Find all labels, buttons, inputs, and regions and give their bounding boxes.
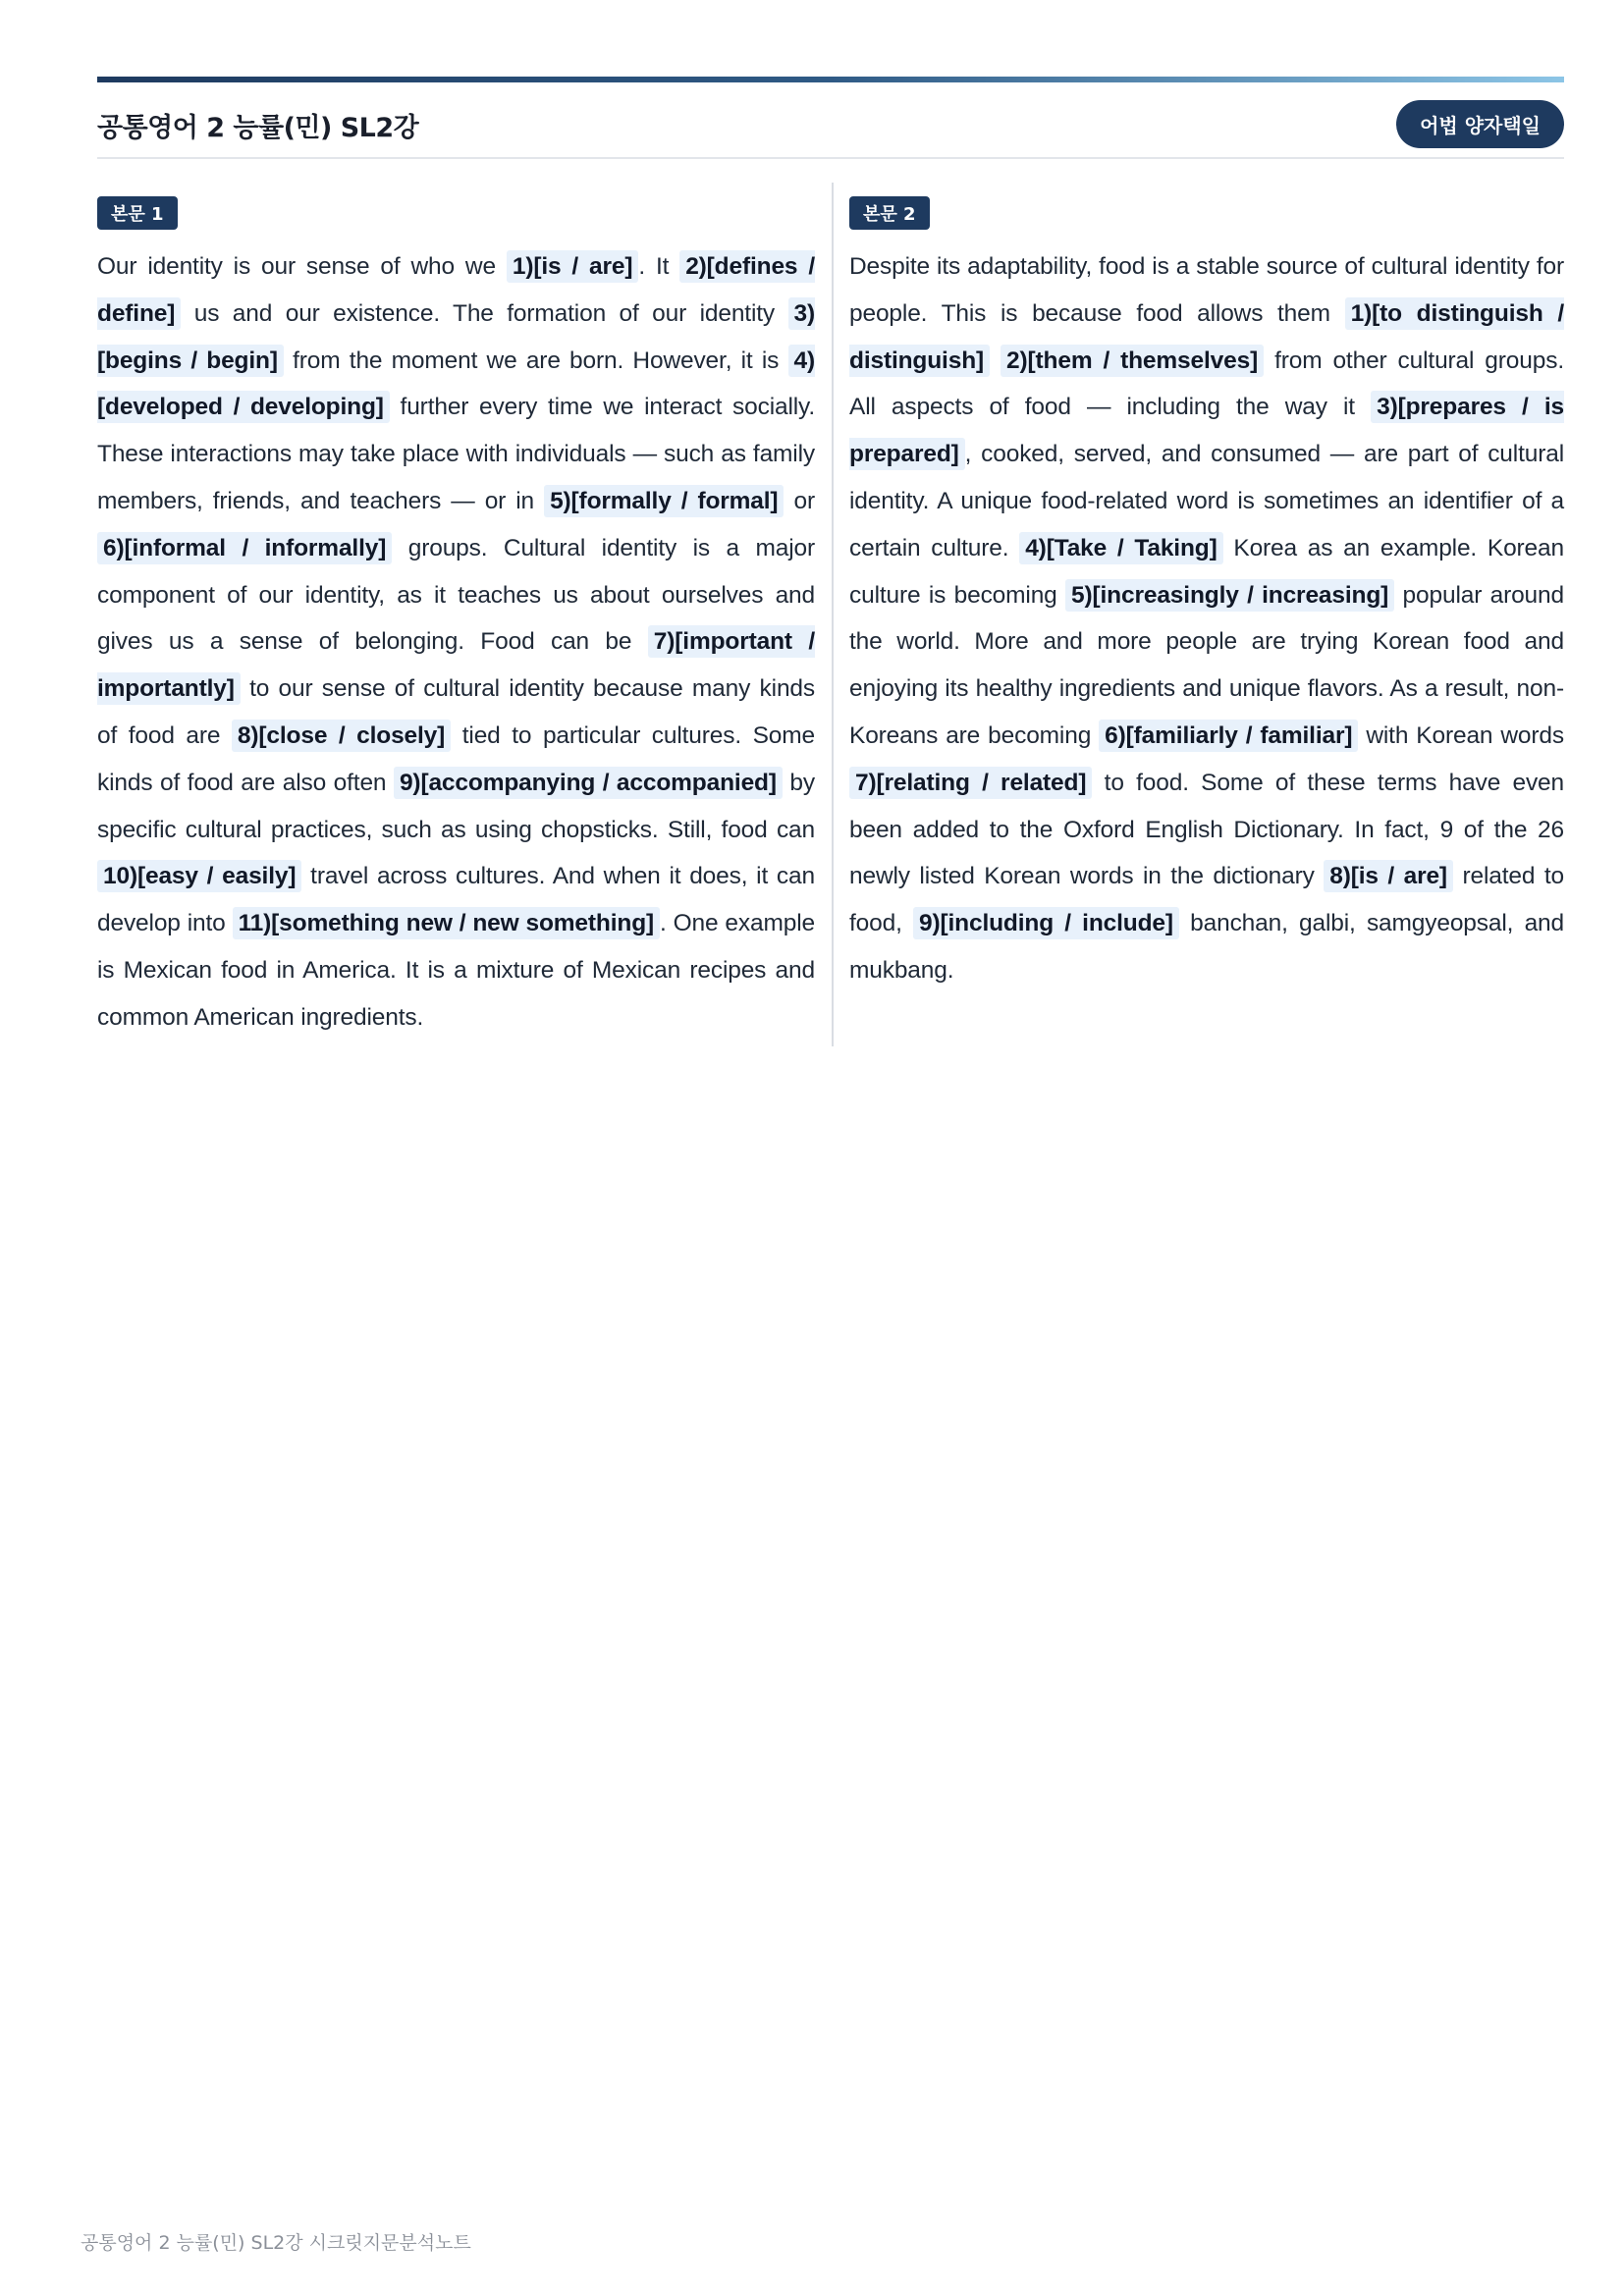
grammar-choice-blank: 2)[them / themselves] bbox=[1001, 345, 1264, 377]
grammar-choice-blank: 6)[informal / informally] bbox=[97, 532, 392, 564]
passage-text-segment: . It bbox=[638, 253, 680, 280]
passage-text-segment: to our sense of cultural identity because many kinds of food are bbox=[97, 675, 815, 749]
grammar-choice-blank: 7)[relating / related] bbox=[849, 767, 1092, 799]
passage-2-text bbox=[849, 243, 1564, 994]
passage-text-segment: Despite its adaptability, food is a stable source of cultural identity for people. This is because food allows them bbox=[849, 253, 1564, 327]
passage-1-text bbox=[97, 243, 815, 1041]
column-divider bbox=[832, 183, 834, 1046]
top-accent-bar bbox=[97, 77, 1564, 82]
grammar-choice-blank: 9)[accompanying / accompanied] bbox=[394, 767, 783, 799]
grammar-choice-blank: 6)[familiarly / familiar] bbox=[1099, 720, 1358, 752]
grammar-choice-blank: 9)[including / include] bbox=[913, 907, 1179, 939]
grammar-choice-blank: 1)[to distinguish / distinguish] bbox=[849, 297, 1564, 377]
page-footer: 공통영어 2 능률(민) SL2강 시크릿지문분석노트 bbox=[81, 2232, 471, 2254]
passage-text-segment: groups. Cultural identity is a major component of our identity, as it teaches us about ourselves and gives us a sense of belonging. Food can be bbox=[97, 534, 815, 656]
grammar-choice-blank: 4)[Take / Taking] bbox=[1019, 532, 1222, 564]
passage-text-segment: . One example is Mexican food in America. It is a mixture of Mexican recipes and common American ingredients. bbox=[97, 910, 815, 1031]
grammar-choice-blank: 11)[something new / new something] bbox=[233, 907, 660, 939]
passage-text-segment bbox=[990, 347, 1001, 374]
passage-text-segment: from other cultural groups. All aspects of food — including the way it bbox=[849, 347, 1564, 421]
page-header bbox=[97, 98, 1564, 159]
grammar-choice-blank: 3)[prepares / is prepared] bbox=[849, 391, 1564, 470]
page-title: 공통영어 2 능률(민) SL2강 bbox=[97, 113, 419, 143]
passage-text-segment: tied to particular cultures. Some kinds of food are also often bbox=[97, 721, 815, 796]
passage-text-segment: from the moment we are born. However, it is bbox=[283, 347, 788, 374]
passage-text-segment: Our identity is our sense of who we bbox=[97, 253, 507, 280]
grammar-choice-blank: 10)[easy / easily] bbox=[97, 860, 301, 892]
grammar-choice-blank: 5)[increasingly / increasing] bbox=[1065, 579, 1394, 612]
passage-text-segment: Korea as an example. Korean culture is becoming bbox=[849, 534, 1564, 609]
grammar-choice-blank: 7)[important / importantly] bbox=[97, 625, 815, 705]
passage-text-segment: by specific cultural practices, such as using chopsticks. Still, food can bbox=[97, 769, 815, 843]
passage-text-segment: popular around the world. More and more people are trying Korean food and enjoying its healthy ingredients and unique flavors. As a result, non-Koreans are becoming bbox=[849, 581, 1564, 749]
passage-text-segment: banchan, galbi, samgyeopsal, and mukbang. bbox=[849, 910, 1564, 984]
category-badge: 어법 양자택일 bbox=[1396, 100, 1564, 148]
passage-text-segment: us and our existence. The formation of our identity bbox=[181, 299, 788, 327]
grammar-choice-blank: 8)[close / closely] bbox=[232, 720, 451, 752]
passage-text-segment: further every time we interact socially. These interactions may take place with individuals — such as family members, friends, and teachers — or in bbox=[97, 394, 815, 514]
grammar-choice-blank: 3)[begins / begin] bbox=[97, 297, 815, 377]
grammar-choice-blank: 5)[formally / formal] bbox=[544, 485, 784, 517]
passage-2-column bbox=[849, 196, 1564, 994]
grammar-choice-blank: 8)[is / are] bbox=[1324, 860, 1453, 892]
passage-1-tag: 본문 1 bbox=[97, 196, 178, 230]
passage-text-segment: related to food, bbox=[849, 863, 1564, 937]
grammar-choice-blank: 1)[is / are] bbox=[507, 250, 638, 283]
grammar-choice-blank: 2)[defines / define] bbox=[97, 250, 815, 330]
passage-text-segment: with Korean words bbox=[1358, 721, 1564, 749]
passage-2-tag: 본문 2 bbox=[849, 196, 930, 230]
passage-text-segment: travel across cultures. And when it does, it can develop into bbox=[97, 863, 815, 937]
passage-text-segment: to food. Some of these terms have even been added to the Oxford English Dictionary. In fact, 9 of the 26 newly listed Korean words in the dictionary bbox=[849, 769, 1565, 890]
passage-text-segment: or bbox=[784, 487, 815, 514]
passage-text-segment: , cooked, served, and consumed — are part of cultural identity. A unique food-related word is sometimes an identifier of a certain culture. bbox=[849, 441, 1564, 561]
passage-1-column bbox=[97, 196, 815, 1041]
grammar-choice-blank: 4)[developed / developing] bbox=[97, 345, 815, 424]
